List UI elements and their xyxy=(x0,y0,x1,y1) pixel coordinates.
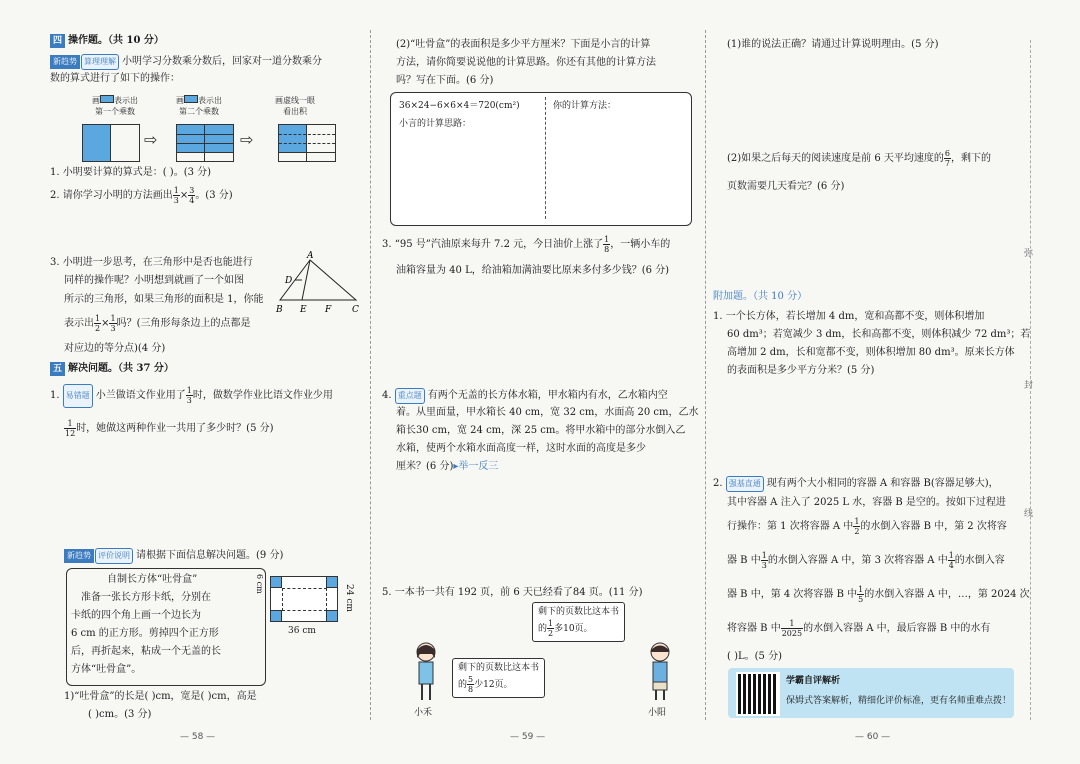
q1: 1. 小明要计算的算式是：( )。(3 分) xyxy=(50,167,212,178)
seal-mark-1: 弥 xyxy=(1024,249,1034,259)
p59-q2-line1: (2)“吐骨盒”的表面积是多少平方厘米？下面是小言的计算 xyxy=(396,39,651,50)
intro-line2: 数的算式进行了如下的操作： xyxy=(50,73,180,84)
calc-box xyxy=(390,92,692,226)
arrow-right-icon: ⇨ xyxy=(144,130,158,149)
fig-step2 xyxy=(176,124,234,162)
label-C: C xyxy=(352,305,359,315)
p59-q4-line2: 着。从里面量，甲水箱长 40 cm，宽 32 cm，水面高 20 cm，乙水 xyxy=(396,407,699,418)
b1-line3: 高增加 2 dm，长和宽都不变，则体积增加 80 dm³。原来长方体 xyxy=(727,347,1015,358)
section5-heading: 五 解决问题。（共 37 分） xyxy=(50,362,174,376)
step1-label: 画 表示出 第一个乘数 xyxy=(92,96,138,116)
page-number-58: — 58 — xyxy=(180,732,216,742)
info-box: 自制长方体“吐骨盒” 准备一张长方形卡纸，分别在 卡纸的四个角上画一个边长为 6 cm 的正方形。剪掉四个正方形 后，再折起来，粘成一个无盖的长 方体“吐骨盒”。 xyxy=(66,568,266,686)
arrow-right-icon: ⇨ xyxy=(240,130,254,149)
qr-title: 学霸自评解析 xyxy=(786,676,841,686)
p59-q2-line2: 方法，请你简要说说他的计算思路。你还有其他的计算方法 xyxy=(396,57,656,68)
girl-figure-icon xyxy=(410,640,442,704)
page-59 xyxy=(370,0,705,764)
label-A: A xyxy=(307,251,314,261)
p60-q2-line1: (2)如果之后每天的阅读速度是前 6 天平均速度的 $\frac{6}{7}$ ，剩下的 xyxy=(727,149,991,168)
label-D: D xyxy=(285,276,293,286)
b1-line1: 1. 一个长方体，若长增加 4 dm，宽和高都不变，则体积增加 xyxy=(713,311,985,322)
qr-code-icon[interactable] xyxy=(736,672,780,716)
b2-line1: 2. 强基直通 现有两个大小相同的容器 A 和容器 B(容器足够大)， xyxy=(713,476,999,492)
name-left: 小禾 xyxy=(414,708,433,718)
s5q2-1-line2: ( )cm。(3 分) xyxy=(88,709,152,720)
speech-bubble-left: 剩下的页数比这本书 的 $\frac{5}{8}$ 少12页。 xyxy=(452,658,545,698)
your-method-label: 你的计算方法： xyxy=(553,101,617,111)
card-figure xyxy=(270,576,338,622)
b1-line4: 的表面积是多少平方分米？(5 分) xyxy=(727,365,875,376)
info-box-title: 自制长方体“吐骨盒” xyxy=(107,574,198,585)
fig-step3 xyxy=(278,124,336,162)
b2-line7: ( )L。(5 分) xyxy=(727,651,782,662)
boy-figure-icon xyxy=(644,640,676,704)
section4-heading: 四 操作题。（共 10 分） xyxy=(50,34,164,48)
b2-line6: 将容器 B 中 $\frac{1}{2025}$ 的水倒入容器 A 中，最后容器 B 中的水有 xyxy=(727,619,991,638)
page-number-60: — 60 — xyxy=(855,732,891,742)
p59-q4-line1: 4. 重点题 有两个无盖的长方体水箱，甲水箱内有水，乙水箱内空 xyxy=(382,388,668,404)
triangle-figure xyxy=(272,250,362,315)
bonus-heading: 附加题。（共 10 分） xyxy=(713,291,808,302)
p60-q1: (1)谁的说法正确？请通过计算说明理由。(5 分) xyxy=(727,39,939,50)
seal-line xyxy=(1030,40,1031,720)
related-link[interactable]: ▸举一反三 xyxy=(453,461,499,472)
p59-q4-line5: 厘米？(6 分)▸举一反三 xyxy=(396,461,499,472)
fig-24cm: 24 cm xyxy=(344,584,354,612)
step3-label: 画虚线一眼 看出积 xyxy=(275,96,315,116)
calc-formula: 36×24−6×6×4＝720(cm²) xyxy=(399,101,520,111)
seal-mark-2: 封 xyxy=(1024,381,1034,391)
fig-36cm: 36 cm xyxy=(288,626,316,636)
name-right: 小阳 xyxy=(648,708,667,718)
p59-q3-line2: 油箱容量为 40 L，给油箱加满油要比原来多付多少钱？(6 分) xyxy=(396,265,670,276)
q3-line2: 同样的操作呢？小明想到就画了一个如图 xyxy=(64,275,244,286)
label-F: F xyxy=(325,305,332,315)
page-number-59: — 59 — xyxy=(510,732,546,742)
q3-line5: 对应边的等分点)(4 分) xyxy=(64,343,166,354)
q3-line4: 表示出 $\frac{1}{2}$ × $\frac{1}{3}$ 吗？(三角形每条边上的点都是 xyxy=(64,314,251,333)
speech-bubble-right: 剩下的页数比这本书 的 $\frac{1}{2}$ 多10页。 xyxy=(532,602,625,642)
step2-label: 画 表示出 第二个乘数 xyxy=(176,96,222,116)
s5q1-line1: 1. 易错题 小兰做语文作业用了 $\frac{1}{3}$ 时，做数学作业比语文作业少用 xyxy=(50,384,333,408)
qr-panel[interactable] xyxy=(728,668,1014,718)
q3-line1: 3. 小明进一步思考，在三角形中是否也能进行 xyxy=(50,257,253,268)
s5q1-line2: $\frac{1}{12}$ 时，她做这两种作业一共用了多少时？(5 分) xyxy=(65,419,274,438)
qr-text: 保姆式答案解析，精细化评价标准，更有名师重难点拨！ xyxy=(786,696,1012,706)
label-E: E xyxy=(300,305,307,315)
b2-line3: 行操作：第 1 次将容器 A 中 $\frac{1}{2}$ 的水倒入容器 B 中，第 2 次将容 xyxy=(727,517,1007,536)
p59-q3-line1: 3. “95 号”汽油原来每升 7.2 元，今日油价上涨了 $\frac{1}{8}$ ，一辆小车的 xyxy=(382,235,671,254)
page-58 xyxy=(0,0,370,764)
seal-mark-3: 线 xyxy=(1024,509,1034,519)
b2-line5: 器 B 中，第 4 次将容器 B 中 $\frac{1}{5}$ 的水倒入容器 A 中，…，第 2024 次 xyxy=(727,585,1030,604)
label-B: B xyxy=(276,305,283,315)
b1-line2: 60 dm³；若宽减少 3 dm，长和高都不变，则体积减少 72 dm³；若 xyxy=(727,329,1031,340)
intro-line1: 新趋势 算理理解 小明学习分数乘分数后，回家对一道分数乘分 xyxy=(50,54,322,70)
q3-line3: 所示的三角形，如果三角形的面积是 1，你能 xyxy=(64,294,264,305)
b2-line4: 器 B 中 $\frac{1}{3}$ 的水倒入容器 A 中，第 3 次将容器 A 中 $\frac{1}{4}$ 的水倒入容 xyxy=(727,551,1005,570)
p59-q4-line3: 箱长30 cm，宽 24 cm，深 25 cm。将甲水箱中的部分水倒入乙 xyxy=(396,425,686,436)
q2: 2. 请你学习小明的方法画出 $\frac{1}{3}$ × $\frac{3}{4}$ 。(3 分) xyxy=(50,186,233,205)
p59-q4-line4: 水箱，使两个水箱水面高度一样，这时水面的高度是多少 xyxy=(396,443,646,454)
p59-q5: 5. 一本书一共有 192 页，前 6 天已经看了84 页。(11 分) xyxy=(382,587,643,598)
s5q2-intro: 新趋势 评价说明 请根据下面信息解决问题。(9 分) xyxy=(64,548,283,564)
calc-idea-label: 小言的计算思路： xyxy=(399,119,472,129)
fig-step1 xyxy=(82,124,140,162)
s5q2-1-line1: 1)“吐骨盒”的长是( )cm，宽是( )cm，高是 xyxy=(64,691,257,702)
p59-q2-line3: 吗？写在下面。(6 分) xyxy=(396,75,494,86)
fig-6cm: 6 cm xyxy=(255,574,264,594)
p60-q2-line2: 页数需要几天看完？(6 分) xyxy=(727,181,845,192)
b2-line2: 其中容器 A 注入了 2025 L 水，容器 B 是空的。按如下过程进 xyxy=(727,497,1006,508)
